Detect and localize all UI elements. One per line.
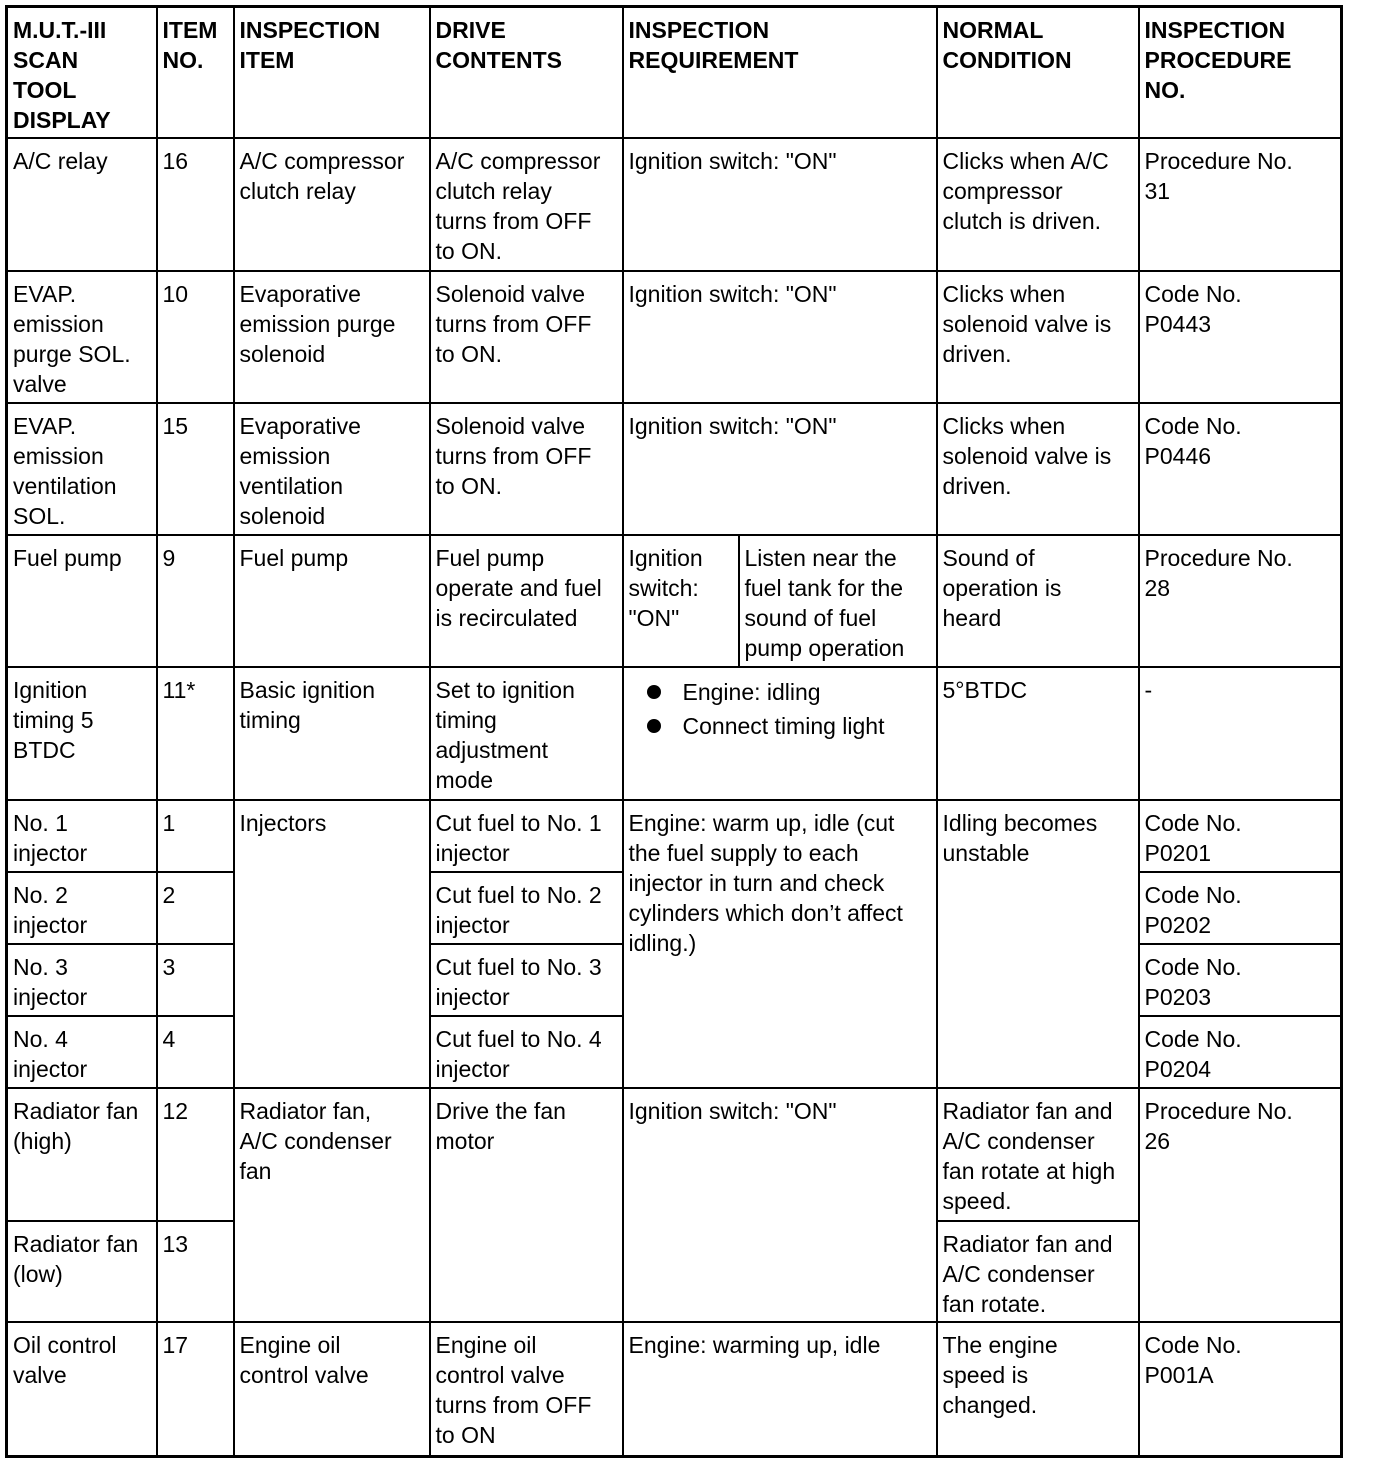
item-no-cell: 15 [157,403,234,535]
drive-contents-cell: Fuel pump operate and fuel is recirculated [430,535,623,667]
display-cell: No. 1 injector [7,800,157,872]
header-row [7,7,1342,139]
bullet-icon [647,719,661,733]
drive-contents-cell: Set to ignition timing adjustment mode [430,667,623,800]
item-no-cell: 11* [157,667,234,800]
procedure-cell: Code No. P0446 [1139,403,1342,535]
normal-condition-cell: Clicks when A/C compressor clutch is driven. [937,138,1139,271]
procedure-cell: Code No. P001A [1139,1322,1342,1456]
display-cell: Fuel pump [7,535,157,667]
display-cell: No. 3 injector [7,944,157,1016]
inspection-item-cell: Engine oil control valve [234,1322,430,1456]
drive-contents-cell: A/C compressor clutch relay turns from OFF to ON. [430,138,623,271]
drive-contents-cell: Engine oil control valve turns from OFF to ON [430,1322,623,1456]
drive-contents-cell: Drive the fan motor [430,1088,623,1322]
procedure-cell: Code No. P0443 [1139,271,1342,403]
inspection-item-cell: Evaporative emission purge solenoid [234,271,430,403]
actuator-test-table [5,5,1343,1458]
display-cell: Ignition timing 5 BTDC [7,667,157,800]
item-no-cell: 12 [157,1088,234,1221]
header-inspection-item: INSPECTION ITEM [234,7,430,139]
normal-condition-cell: Sound of operation is heard [937,535,1139,667]
procedure-cell: Procedure No. 28 [1139,535,1342,667]
table-row [7,535,1342,667]
normal-condition-cell: Radiator fan and A/C condenser fan rotate. [937,1221,1139,1322]
item-no-cell: 9 [157,535,234,667]
requirement-bullet-list [629,675,931,743]
procedure-cell: Code No. P0204 [1139,1016,1342,1088]
table-row [7,271,1342,403]
display-cell: No. 2 injector [7,872,157,944]
item-no-cell: 3 [157,944,234,1016]
normal-condition-cell: Idling becomes unstable [937,800,1139,1088]
display-cell: EVAP. emission purge SOL. valve [7,271,157,403]
item-no-cell: 16 [157,138,234,271]
header-normal-condition: NORMAL CONDITION [937,7,1139,139]
inspection-item-cell: A/C compressor clutch relay [234,138,430,271]
table-row [7,667,1342,800]
display-cell: A/C relay [7,138,157,271]
normal-condition-cell: Clicks when solenoid valve is driven. [937,403,1139,535]
table-row [7,800,1342,872]
item-no-cell: 2 [157,872,234,944]
item-no-cell: 1 [157,800,234,872]
normal-condition-cell: Radiator fan and A/C condenser fan rotate at high speed. [937,1088,1139,1221]
requirement-cell-switch: Ignition switch: "ON" [623,535,739,667]
requirement-bullet-text: Engine: idling [682,679,821,705]
normal-condition-cell: Clicks when solenoid valve is driven. [937,271,1139,403]
procedure-cell: Code No. P0203 [1139,944,1342,1016]
inspection-item-cell: Radiator fan, A/C condenser fan [234,1088,430,1322]
item-no-cell: 10 [157,271,234,403]
item-no-cell: 13 [157,1221,234,1322]
requirement-cell: Engine: warm up, idle (cut the fuel supply to each injector in turn and check cylinders which don’t affect idling.) [623,800,937,1088]
drive-contents-cell: Cut fuel to No. 3 injector [430,944,623,1016]
requirement-cell: Ignition switch: "ON" [623,403,937,535]
procedure-cell: Procedure No. 26 [1139,1088,1342,1322]
display-cell: Oil control valve [7,1322,157,1456]
display-cell: Radiator fan (high) [7,1088,157,1221]
procedure-cell: Procedure No. 31 [1139,138,1342,271]
requirement-bullet [647,709,931,743]
table-row [7,138,1342,271]
display-cell: EVAP. emission ventilation SOL. [7,403,157,535]
header-inspection-requirement: INSPECTION REQUIREMENT [623,7,937,139]
table-row [7,403,1342,535]
inspection-item-cell: Basic ignition timing [234,667,430,800]
inspection-item-cell: Injectors [234,800,430,1088]
table-row [7,1322,1342,1456]
header-drive-contents: DRIVE CONTENTS [430,7,623,139]
inspection-item-cell: Fuel pump [234,535,430,667]
drive-contents-cell: Solenoid valve turns from OFF to ON. [430,271,623,403]
display-cell: No. 4 injector [7,1016,157,1088]
drive-contents-cell: Cut fuel to No. 4 injector [430,1016,623,1088]
requirement-bullet-text: Connect timing light [682,713,885,739]
table-row [7,1088,1342,1221]
procedure-cell: Code No. P0202 [1139,872,1342,944]
procedure-cell: - [1139,667,1342,800]
requirement-cell: Ignition switch: "ON" [623,1088,937,1322]
header-procedure-no: INSPECTION PROCEDURE NO. [1139,7,1342,139]
display-cell: Radiator fan (low) [7,1221,157,1322]
item-no-cell: 17 [157,1322,234,1456]
procedure-cell: Code No. P0201 [1139,800,1342,872]
inspection-item-cell: Evaporative emission ventilation solenoid [234,403,430,535]
normal-condition-cell: 5°BTDC [937,667,1139,800]
bullet-icon [647,685,661,699]
requirement-cell: Ignition switch: "ON" [623,271,937,403]
header-display: M.U.T.-III SCAN TOOL DISPLAY [7,7,157,139]
drive-contents-cell: Cut fuel to No. 1 injector [430,800,623,872]
requirement-cell: Engine: warming up, idle [623,1322,937,1456]
normal-condition-cell: The engine speed is changed. [937,1322,1139,1456]
requirement-cell [623,667,937,800]
requirement-cell-listen: Listen near the fuel tank for the sound of fuel pump operation [739,535,937,667]
drive-contents-cell: Solenoid valve turns from OFF to ON. [430,403,623,535]
header-item-no: ITEM NO. [157,7,234,139]
drive-contents-cell: Cut fuel to No. 2 injector [430,872,623,944]
item-no-cell: 4 [157,1016,234,1088]
requirement-cell: Ignition switch: "ON" [623,138,937,271]
requirement-bullet [647,675,931,709]
